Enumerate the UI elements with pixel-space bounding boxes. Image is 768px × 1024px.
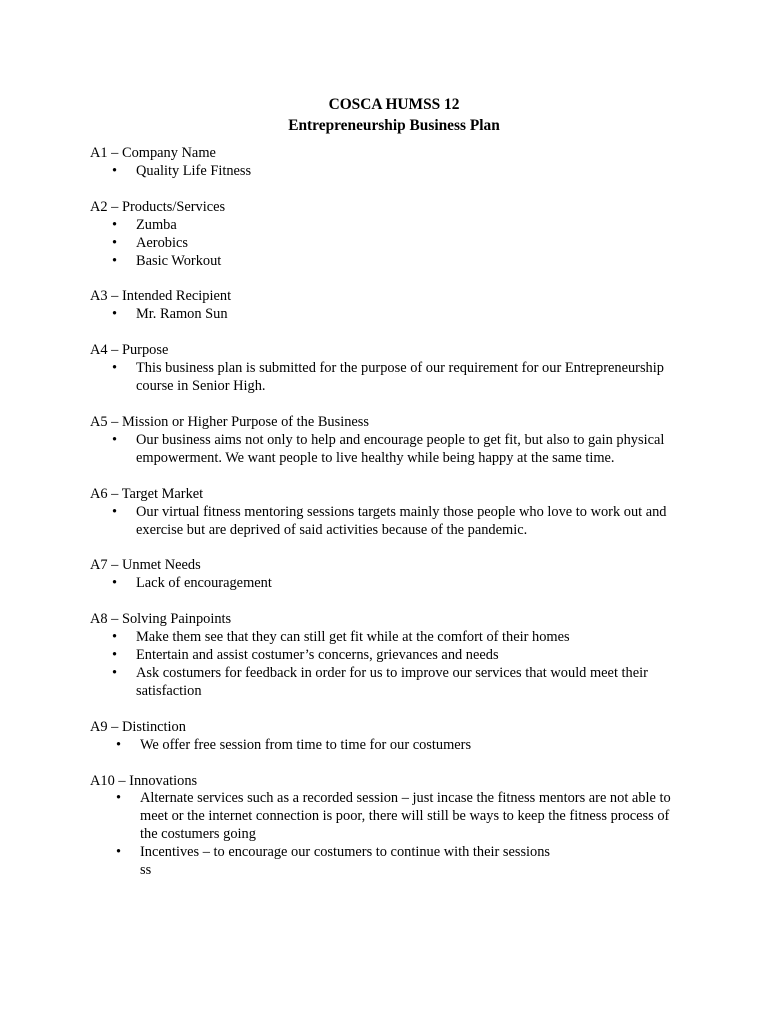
list-item <box>90 235 690 253</box>
section-a8 <box>90 611 690 701</box>
section-heading: A1 – Company Name <box>90 145 216 161</box>
bullet-icon: • <box>116 844 122 861</box>
bullet-icon: • <box>116 790 122 807</box>
section-heading: A8 – Solving Painpoints <box>90 611 232 628</box>
bullet-icon: • <box>112 306 118 323</box>
list-item-text: Ask costumers for feedback in order for us to improve our services that would meet their satisfaction <box>136 664 648 699</box>
list-item-text: Our virtual fitness mentoring sessions targets mainly those people who love to work out and exercise but are deprived of said activities because of the pandemic. <box>136 503 667 538</box>
bullet-icon: • <box>112 234 118 251</box>
list-item <box>90 432 690 468</box>
bullet-icon: • <box>112 431 118 448</box>
list-item <box>90 217 690 235</box>
bullet-icon: • <box>112 575 118 592</box>
bullet-icon: • <box>112 647 118 664</box>
section-heading: A3 – Intended Recipient <box>90 288 232 305</box>
bullet-icon: • <box>112 360 118 377</box>
list-item <box>90 629 690 647</box>
bullet-list <box>90 306 690 324</box>
bullet-list <box>90 360 690 396</box>
list-item-text: Lack of encouragement <box>136 575 272 592</box>
list-item <box>90 504 690 540</box>
list-item <box>90 665 690 701</box>
bullet-icon: • <box>112 503 118 520</box>
bullet-icon: • <box>112 629 118 646</box>
section-heading: A5 – Mission or Higher Purpose of the Business <box>90 413 370 430</box>
list-item-text: This business plan is submitted for the purpose of our requirement for our Entrepreneurship course in Senior High. <box>136 360 664 395</box>
list-item <box>90 253 690 271</box>
section-a3 <box>90 288 690 324</box>
bullet-list <box>90 217 690 271</box>
bullet-icon: • <box>112 162 118 179</box>
list-item <box>90 575 690 593</box>
section-a2 <box>90 199 690 271</box>
document-title <box>90 94 690 136</box>
bullet-list <box>90 629 690 701</box>
section-a6 <box>90 486 690 540</box>
list-item-text: Entertain and assist costumer’s concerns, grievances and needs <box>136 647 499 664</box>
bullet-list <box>90 737 690 755</box>
trailing-text: ss <box>140 862 152 879</box>
bullet-list <box>90 575 690 593</box>
bullet-list <box>90 790 690 880</box>
list-item-text: Make them see that they can still get fit while at the comfort of their homes <box>136 629 570 646</box>
bullet-list <box>90 432 690 468</box>
list-item-text: We offer free session from time to time for our costumers <box>140 736 472 753</box>
list-item-text: Incentives – to encourage our costumers to continue with their sessions <box>140 844 551 861</box>
list-item <box>90 163 690 181</box>
bullet-list <box>90 163 690 181</box>
document-body <box>90 94 690 898</box>
list-item-text: Aerobics <box>136 234 188 251</box>
section-heading: A6 – Target Market <box>90 485 204 502</box>
section-heading: A4 – Purpose <box>90 342 169 359</box>
list-item-text: Our business aims not only to help and encourage people to get fit, but also to gain physical empowerment. We want people to live healthy while being happy at the same time. <box>136 431 665 466</box>
bullet-list <box>90 504 690 540</box>
section-a10 <box>90 773 690 880</box>
section-a9 <box>90 719 690 755</box>
section-heading: A10 – Innovations <box>90 772 198 789</box>
list-item-text: Alternate services such as a recorded session – just incase the fitness mentors are not able to meet or the internet connection is poor, there will still be ways to keep the fitness process of the costumers going <box>140 790 671 843</box>
bullet-icon: • <box>112 664 118 681</box>
list-item-text: Zumba <box>136 216 177 233</box>
list-item-text: Mr. Ramon Sun <box>136 306 228 323</box>
list-item <box>90 647 690 665</box>
section-a4 <box>90 342 690 396</box>
list-item <box>90 844 690 880</box>
section-a1 <box>90 145 690 181</box>
section-a5 <box>90 414 690 468</box>
bullet-icon: • <box>116 736 122 753</box>
list-item-text: Quality Life Fitness <box>136 162 252 179</box>
section-heading: A2 – Products/Services <box>90 198 226 215</box>
bullet-icon: • <box>112 252 118 269</box>
list-item <box>90 790 690 844</box>
bullet-icon: • <box>112 216 118 233</box>
list-item <box>90 737 690 755</box>
list-item-text: Basic Workout <box>136 252 222 269</box>
list-item <box>90 360 690 396</box>
section-heading: A9 – Distinction <box>90 718 186 735</box>
title-line-2: Entrepreneurship Business Plan <box>288 117 500 134</box>
list-item <box>90 306 690 324</box>
title-line-1: COSCA HUMSS 12 <box>328 96 460 113</box>
section-heading: A7 – Unmet Needs <box>90 557 201 574</box>
section-a7 <box>90 557 690 593</box>
